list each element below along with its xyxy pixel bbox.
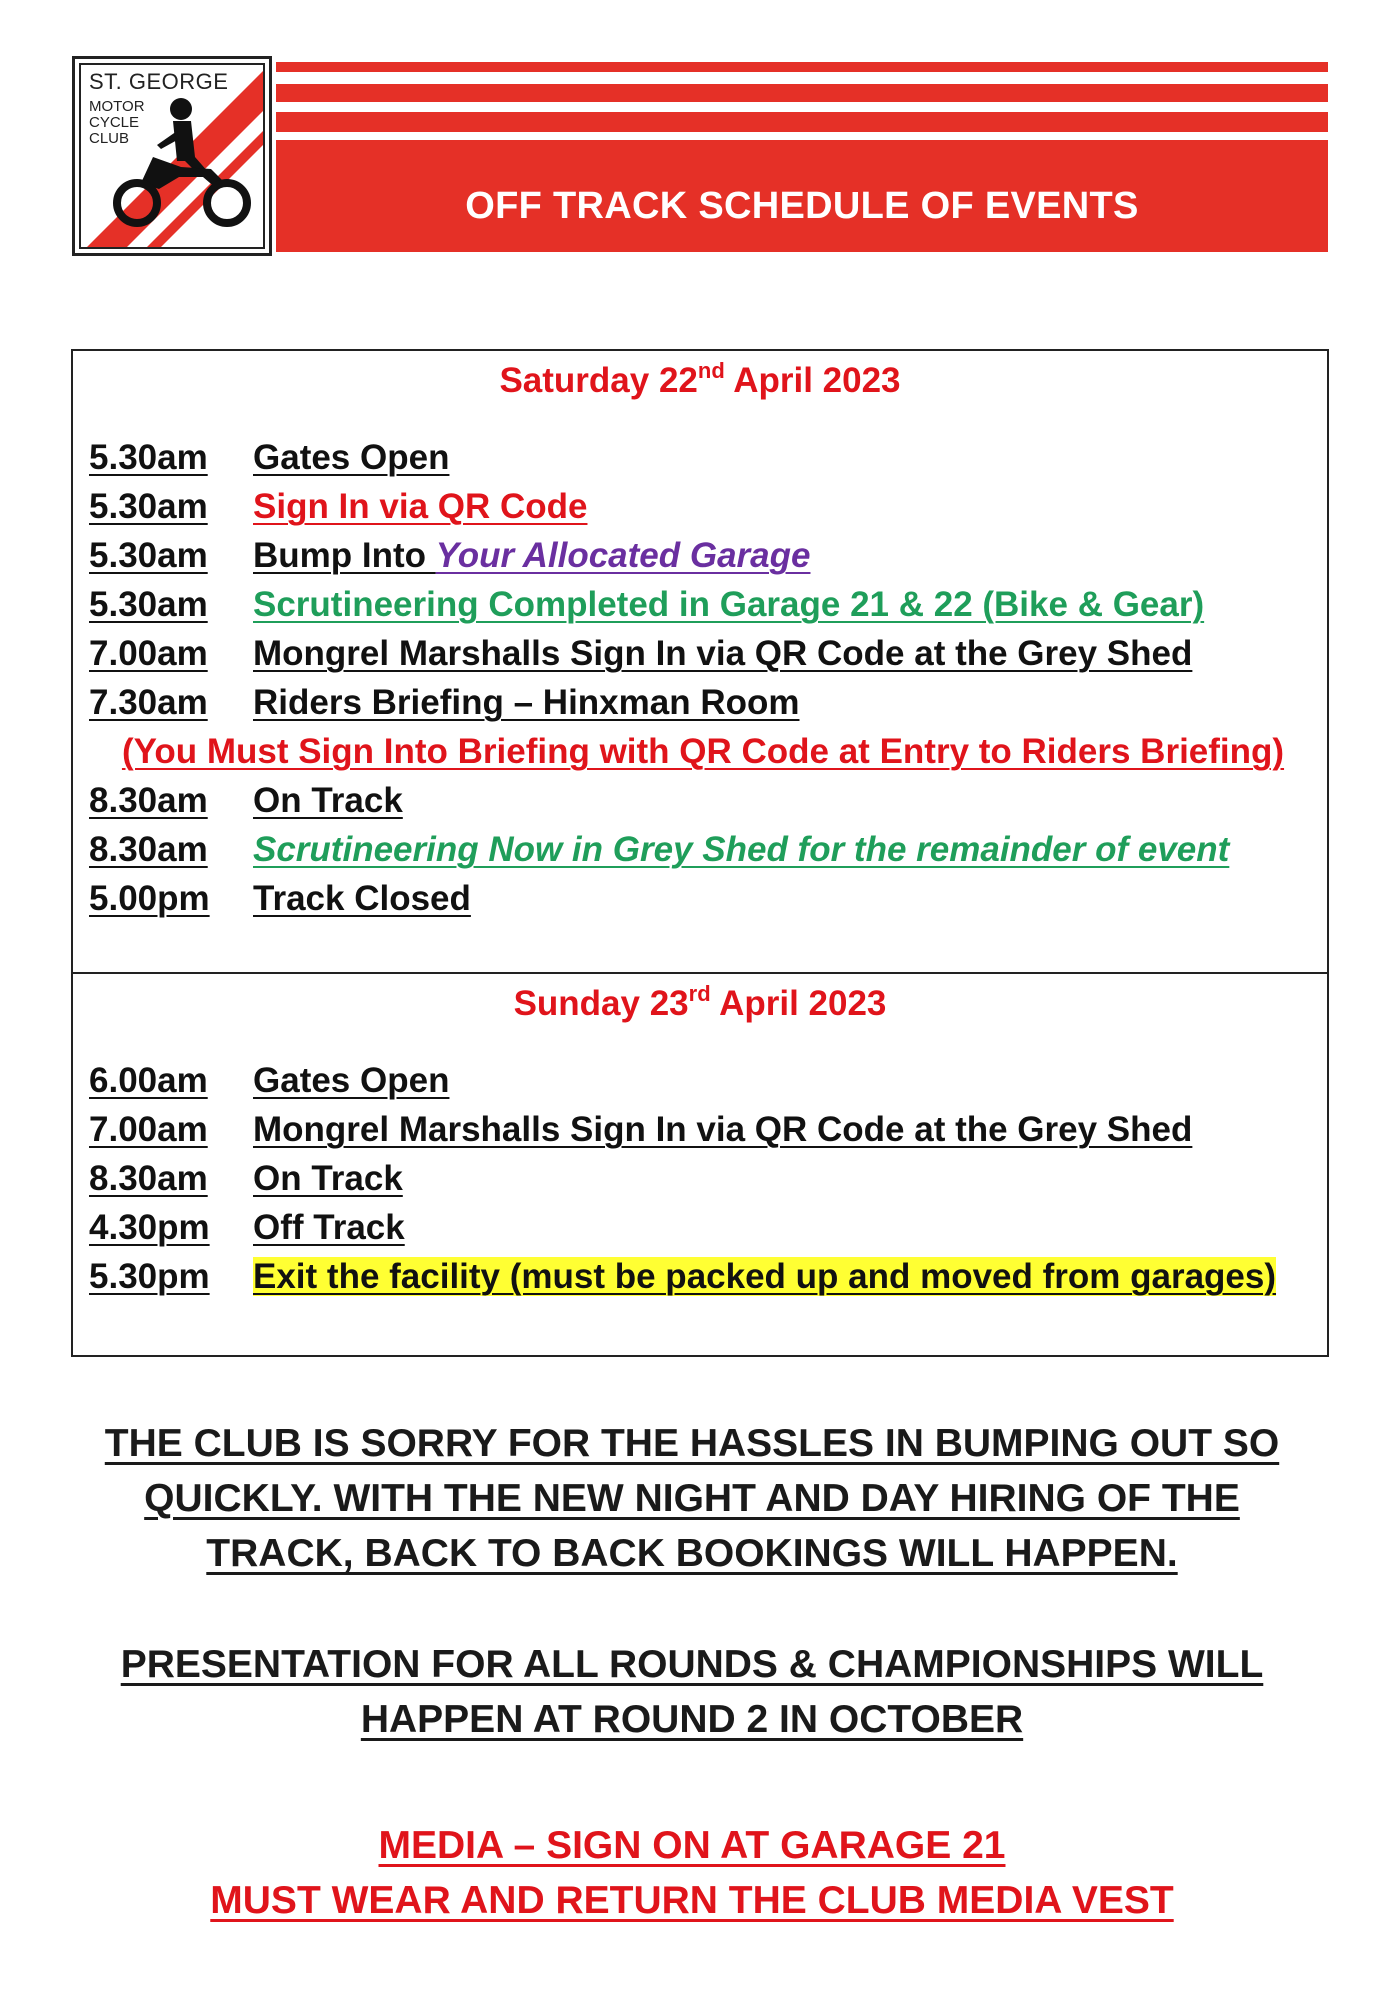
notice-line: QUICKLY. WITH THE NEW NIGHT AND DAY HIRING OF THE — [144, 1477, 1240, 1520]
row-time: 5.30am — [89, 487, 208, 526]
row-desc: Gates Open — [253, 438, 450, 477]
header-stripe — [276, 112, 1328, 132]
schedule-row — [89, 776, 1317, 825]
row-desc: Gates Open — [253, 1061, 450, 1100]
logo-line-club: CLUB — [89, 130, 130, 147]
schedule-row — [89, 433, 1317, 482]
row-desc: Off Track — [253, 1208, 405, 1247]
notice-line: HAPPEN AT ROUND 2 IN OCTOBER — [360, 1698, 1024, 1741]
schedule-row — [89, 825, 1317, 874]
header-title-band — [276, 140, 1328, 252]
row-time: 6.00am — [89, 1061, 208, 1100]
schedule-row — [89, 1056, 1317, 1105]
row-time: 8.30am — [89, 830, 208, 869]
saturday-schedule — [89, 433, 1317, 923]
schedule-row — [89, 580, 1317, 629]
notice-line: TRACK, BACK TO BACK BOOKINGS WILL HAPPEN. — [206, 1532, 1178, 1575]
notice-line: MUST WEAR AND RETURN THE CLUB MEDIA VEST — [210, 1879, 1174, 1922]
row-desc: On Track — [253, 1159, 403, 1198]
sunday-title-month: April 2023 — [710, 984, 887, 1023]
sunday-schedule — [89, 1056, 1317, 1301]
header-stripe — [276, 84, 1328, 102]
row-desc-highlight: Your Allocated Garage — [435, 536, 811, 575]
row-time: 8.30am — [89, 781, 208, 820]
logo-title: ST. GEORGE — [89, 69, 229, 94]
sunday-title — [73, 981, 1327, 1024]
club-logo — [72, 56, 272, 256]
row-desc: On Track — [253, 781, 403, 820]
motorcycle-rider-icon — [81, 65, 265, 249]
club-logo-frame — [79, 63, 265, 249]
schedule-row — [89, 1105, 1317, 1154]
notice-line: MEDIA – SIGN ON AT GARAGE 21 — [378, 1824, 1006, 1867]
row-desc: Scrutineering Completed in Garage 21 & 22 (Bike & Gear) — [253, 585, 1205, 624]
row-time: 8.30am — [89, 1159, 208, 1198]
row-time: 7.00am — [89, 1110, 208, 1149]
sunday-title-text: Sunday 23 — [513, 984, 689, 1023]
saturday-title-suffix: nd — [697, 358, 725, 383]
row-desc: Bump Into — [253, 536, 436, 575]
logo-line-motor: MOTOR — [89, 98, 145, 115]
schedule-row — [89, 678, 1317, 727]
briefing-note: (You Must Sign Into Briefing with QR Code at Entry to Riders Briefing) — [121, 732, 1285, 771]
schedule-row — [89, 531, 1317, 580]
row-desc: Mongrel Marshalls Sign In via QR Code at the Grey Shed — [253, 1110, 1193, 1149]
schedule-box — [71, 349, 1329, 1357]
apology-notice — [60, 1416, 1324, 1581]
row-desc: Riders Briefing – Hinxman Room — [253, 683, 800, 722]
page-title: OFF TRACK SCHEDULE OF EVENTS — [465, 184, 1139, 227]
schedule-row — [89, 482, 1317, 531]
row-time: 5.30am — [89, 585, 208, 624]
row-time: 5.00pm — [89, 879, 210, 918]
row-desc: Track Closed — [253, 879, 471, 918]
header-band — [276, 62, 1328, 252]
notice-line: PRESENTATION FOR ALL ROUNDS & CHAMPIONSHIPS WILL — [120, 1643, 1264, 1686]
row-desc: Scrutineering Now in Grey Shed for the remainder of event — [253, 830, 1230, 869]
schedule-row — [89, 629, 1317, 678]
saturday-title-text: Saturday 22 — [499, 361, 698, 400]
saturday-title-month: April 2023 — [724, 361, 901, 400]
schedule-row — [89, 1154, 1317, 1203]
schedule-row — [89, 874, 1317, 923]
header-stripe — [276, 62, 1328, 72]
presentation-notice — [60, 1637, 1324, 1747]
row-desc-highlighted: Exit the facility (must be packed up and moved from garages) — [253, 1257, 1277, 1296]
row-time: 5.30am — [89, 536, 208, 575]
schedule-row — [89, 1252, 1317, 1301]
row-time: 7.30am — [89, 683, 208, 722]
notice-line: THE CLUB IS SORRY FOR THE HASSLES IN BUMPING OUT SO — [104, 1422, 1280, 1465]
row-time: 5.30am — [89, 438, 208, 477]
row-time: 5.30pm — [89, 1257, 210, 1296]
day-divider — [73, 972, 1327, 974]
saturday-title — [73, 358, 1327, 401]
row-time: 7.00am — [89, 634, 208, 673]
media-notice — [60, 1818, 1324, 1928]
sunday-title-suffix: rd — [688, 981, 711, 1006]
row-desc: Sign In via QR Code — [253, 487, 588, 526]
row-desc: Mongrel Marshalls Sign In via QR Code at the Grey Shed — [253, 634, 1193, 673]
schedule-row — [89, 1203, 1317, 1252]
row-time: 4.30pm — [89, 1208, 210, 1247]
logo-line-cycle: CYCLE — [89, 114, 140, 131]
